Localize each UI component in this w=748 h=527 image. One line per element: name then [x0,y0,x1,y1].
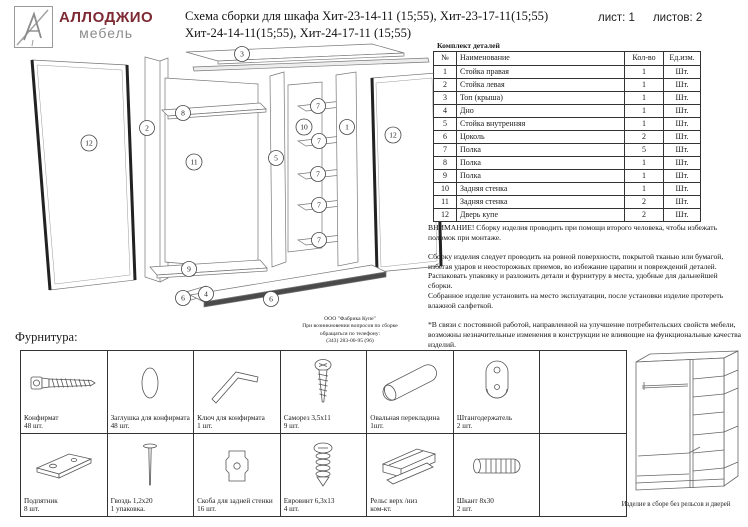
part-name: Задняя стенка [457,183,625,196]
confirmat-icon [29,370,99,396]
part-name: Дно [457,105,625,118]
hardware-item-name: Штангодержатель [456,413,513,422]
brand-name: АЛЛОДЖИО [59,9,154,26]
svg-text:12: 12 [85,138,93,148]
hardware-item [108,351,195,434]
callout-5 [269,151,284,166]
page-title [185,8,585,41]
svg-text:6: 6 [269,294,273,304]
svg-text:8: 8 [181,108,185,118]
title-line-1: Схема сборки для шкафа Хит-23-14-11 (15;55), Хит-23-17-11(15;55) [185,9,549,23]
table-row [434,79,701,92]
assembly-notices [428,223,744,349]
part-qty: 1 [625,66,664,79]
part-qty: 2 [625,209,664,222]
part-qty: 2 [625,131,664,144]
svg-text:7: 7 [317,235,321,245]
part-num: 12 [434,209,457,222]
part-qty: 1 [625,118,664,131]
svg-text:5: 5 [274,153,278,163]
part-num: 10 [434,183,457,196]
hardware-item-qty: 48 шт. [24,422,43,431]
hardware-item-qty: 8 шт. [24,505,40,514]
part-num: 3 [434,92,457,105]
hexkey-icon [202,359,272,407]
part-num: 11 [434,196,457,209]
part-qty: 1 [625,105,664,118]
hardware-item-name: Евровинт 6,3х13 [283,496,335,505]
part-qty: 1 [625,183,664,196]
footplate-icon [29,446,99,486]
assembled-wardrobe-icon [628,346,748,501]
svg-text:9: 9 [187,264,191,274]
part-name: Стойка правая [457,66,625,79]
svg-text:6: 6 [181,293,185,303]
svg-text:3: 3 [240,49,244,59]
table-row [434,209,701,222]
sheets-total: листов: 2 [652,12,703,24]
notice-surface: Сборку изделия следует проводить на ровной поверхности, покрытой тканью или бумагой, избегая ударов и неосторожных приемов, во избежание царапин и повреждений деталей. [428,251,724,271]
brand-text [59,6,153,41]
callout-7-2 [312,134,327,149]
part-name: Стойка внутренняя [457,118,625,131]
part-num: 5 [434,118,457,131]
part-qty: 1 [625,79,664,92]
hardware-item [454,434,541,517]
table-row [434,105,701,118]
title-line-2: Хит-24-14-11(15;55), Хит-24-17-11 (15;55) [185,25,412,40]
part-num: 8 [434,157,457,170]
rod-holder-icon [479,358,515,408]
nail-icon [140,441,160,491]
part-num: 2 [434,79,457,92]
part-unit: Шт. [664,170,701,183]
notice-unpack: Распаковать упаковку и разложить детали и фурнитуру в места, удобные для дальнейшей сборки. [428,271,718,291]
manufacturer-note [290,316,410,345]
warning-text: ВНИМАНИЕ! Сборку изделия проводить при помощи второго человека, чтобы избежать поломок при монтаже. [428,223,718,242]
callout-10 [296,119,312,135]
hardware-item-qty: 4 шт. [283,505,300,514]
hardware-item-qty: 2 шт. [456,422,473,431]
part-num: 6 [434,131,457,144]
hardware-item-name: Рельс верх /низ [370,496,418,505]
hardware-item [21,351,108,434]
part-unit: Шт. [664,118,701,131]
hardware-item-name: Подпятник [24,496,58,505]
hardware-empty-cell [540,351,627,434]
part-name: Полка [457,157,625,170]
oval-bar-icon [375,358,445,408]
table-row [434,170,701,183]
sheet-number: лист: 1 [598,12,635,24]
callout-7-3 [311,167,326,182]
part-num: 1 [434,66,457,79]
header-num: № [434,52,457,66]
manufacturer-phone: (343) 283-00-95 (96) [326,337,374,344]
callout-1 [340,120,355,135]
hardware-item-name: Овальная перекладина [370,413,440,422]
part-name: Топ (крыша) [457,92,625,105]
part-name: Стойка левая [457,79,625,92]
dowel-icon [462,452,532,480]
part-num: 7 [434,144,457,157]
hardware-item [21,434,108,517]
hardware-item [454,351,541,434]
header-name: Наименование [457,52,625,66]
part-qty: 1 [625,157,664,170]
svg-text:7: 7 [317,136,321,146]
callout-8 [176,106,191,121]
assembled-caption: Изделие в сборе без рельсов и дверей [621,501,731,508]
table-row [434,157,701,170]
hardware-item-name: Саморез 3,5х11 [283,413,331,422]
part-name: Полка [457,144,625,157]
hardware-item-qty: 16 шт. [197,505,217,514]
table-row [434,196,701,209]
callout-9 [182,262,197,277]
table-row [434,92,701,105]
part-unit: Шт. [664,79,701,92]
hardware-item-qty: 48 шт. [110,422,130,431]
table-row [434,131,701,144]
parts-table-caption: Комплект деталей [437,41,500,50]
svg-text:12: 12 [389,130,397,140]
table-row [434,118,701,131]
part-unit: Шт. [664,157,701,170]
part-unit: Шт. [664,196,701,209]
sheet-info [598,12,702,24]
svg-text:4: 4 [204,289,208,299]
callout-12-left [81,135,97,151]
part-unit: Шт. [664,131,701,144]
manufacturer-note-line: обращаться по телефону: [319,330,381,337]
hardware-item [367,351,454,434]
part-qty: 1 [625,92,664,105]
table-row [434,144,701,157]
callout-6-left [176,291,191,306]
callout-4 [199,287,214,302]
hardware-item-name: Заглушка для конфирмата [110,413,190,422]
hardware-section-title: Фурнитура: [15,330,78,344]
footnote-text: *В связи с постоянной работой, направленной на улучшение потребительских свойств мебели, возможны незначительные изменения в конструкции не влияющие на функциональные качества изделий. [428,319,741,349]
manufacturer-name: ООО "Фабрика Купе" [324,316,376,322]
part-unit: Шт. [664,183,701,196]
part-unit: Шт. [664,92,701,105]
hardware-item-qty: ком-кт. [370,505,392,514]
hardware-item-qty: 1шт. [370,422,384,431]
hardware-grid [20,350,627,517]
notice-install: Собранное изделие установить на место эксплуатации, после установки изделие протереть влажной салфеткой. [428,291,724,311]
hardware-item-name: Конфирмат [24,413,59,422]
hardware-item [194,434,281,517]
callout-7-1 [311,99,326,114]
hardware-item-qty: 2 шт. [456,505,473,514]
callout-12-right [385,127,401,143]
hardware-item-qty: 9 шт. [283,422,300,431]
parts-header-row [434,52,701,66]
hardware-item-name: Шкант 8х30 [456,496,494,505]
callout-6-right [264,292,279,307]
screw-icon [310,358,336,408]
part-num: 4 [434,105,457,118]
eurovint-icon [310,441,336,491]
assembled-product [628,346,748,506]
callout-2 [140,121,155,136]
svg-text:10: 10 [300,122,308,132]
hardware-item [281,351,368,434]
header-qty: Кол-во [625,52,664,66]
plug-icon [115,359,185,407]
svg-text:11: 11 [190,157,198,167]
part-qty: 1 [625,170,664,183]
part-unit: Шт. [664,209,701,222]
hardware-item [194,351,281,434]
part-name: Дверь купе [457,209,625,222]
callout-7-5 [312,233,327,248]
callout-3 [235,47,250,62]
table-row [434,183,701,196]
svg-text:7: 7 [317,200,321,210]
parts-table [433,51,701,222]
part-unit: Шт. [664,144,701,157]
hardware-item [281,434,368,517]
part-unit: Шт. [664,66,701,79]
part-num: 9 [434,170,457,183]
svg-text:7: 7 [316,169,320,179]
hardware-item-name: Гвоздь 1,2х20 [110,496,153,505]
brand-subtitle: мебель [79,24,134,41]
part-unit: Шт. [664,105,701,118]
parts-list [433,41,701,222]
exploded-diagram-drawing [20,40,444,320]
callout-11 [186,154,202,170]
part-name: Цоколь [457,131,625,144]
svg-text:1: 1 [345,122,349,132]
callout-7-4 [312,198,327,213]
rail-icon [375,444,445,488]
part-qty: 5 [625,144,664,157]
svg-text:2: 2 [145,123,149,133]
bracket-icon [221,441,253,491]
hardware-item-qty: 1 упаковка. [110,505,146,514]
table-row [434,66,701,79]
header-unit: Ед.изм. [664,52,701,66]
hardware-item [367,434,454,517]
hardware-item-name: Скоба для задней стенки [197,496,273,505]
hardware-item-name: Ключ для конфирмата [197,413,265,422]
exploded-diagram [20,40,444,320]
hardware-item [108,434,195,517]
svg-text:7: 7 [316,101,320,111]
part-name: Задняя стенка [457,196,625,209]
hardware-item-qty: 1 шт. [197,422,213,431]
part-qty: 2 [625,196,664,209]
manufacturer-note-line: При возникновении вопросов по сборке [302,323,398,330]
part-name: Полка [457,170,625,183]
